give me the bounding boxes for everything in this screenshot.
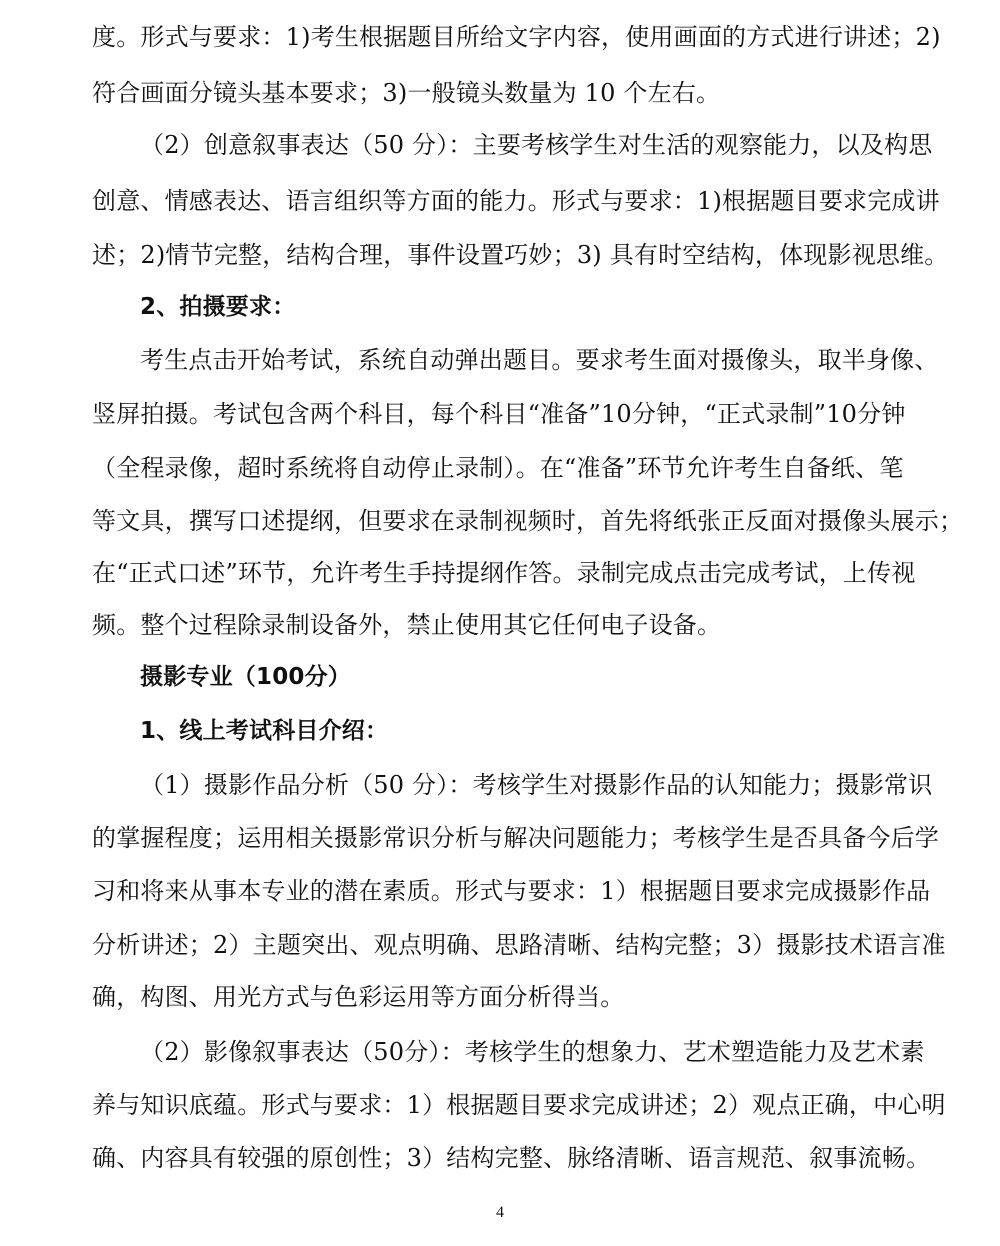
text-line: 等文具，撰写口述提纲，但要求在录制视频时，首先将纸张正反面对摄像头展示； <box>92 507 964 535</box>
section-paragraph-start: （2）影像叙事表达（50分）：考核学生的想象力、艺术塑造能力及艺术素 <box>140 1038 925 1066</box>
text-line: （全程录像，超时系统将自动停止录制）。在“准备”环节允许考生自备纸、笔 <box>92 454 904 482</box>
text-line: 竖屏拍摄。考试包含两个科目，每个科目“准备”10分钟，“正式录制”10分钟 <box>92 400 906 428</box>
page-number: 4 <box>496 1204 504 1221</box>
section-paragraph-start: （1）摄影作品分析（50 分）：考核学生对摄影作品的认知能力；摄影常识 <box>140 771 933 799</box>
section-heading: 摄影专业（100分） <box>140 664 352 690</box>
text-line: 符合画面分镜头基本要求；3)一般镜头数量为 10 个左右。 <box>92 79 721 107</box>
text-line: 分析讲述；2）主题突出、观点明确、思路清晰、结构完整；3）摄影技术语言准 <box>92 931 946 959</box>
text-line: 养与知识底蕴。形式与要求：1）根据题目要求完成讲述；2）观点正确，中心明 <box>92 1091 946 1119</box>
text-line: 度。形式与要求：1)考生根据题目所给文字内容，使用画面的方式进行讲述；2) <box>92 23 941 51</box>
text-line: 频。整个过程除录制设备外，禁止使用其它任何电子设备。 <box>92 611 722 639</box>
section-heading: 2、拍摄要求： <box>140 294 296 320</box>
text-line: 确，构图、用光方式与色彩运用等方面分析得当。 <box>92 983 625 1011</box>
text-line: 在“正式口述”环节，允许考生手持提纲作答。录制完成点击完成考试，上传视 <box>92 559 916 587</box>
section-heading: 1、线上考试科目介绍： <box>140 718 389 744</box>
text-line: 的掌握程度；运用相关摄影常识分析与解决问题能力；考核学生是否具备今后学 <box>92 824 939 852</box>
text-line: 确、内容具有较强的原创性；3）结构完整、脉络清晰、语言规范、叙事流畅。 <box>92 1144 931 1172</box>
section-paragraph-start: 考生点击开始考试，系统自动弹出题目。要求考生面对摄像头，取半身像、 <box>140 346 939 374</box>
section-paragraph-start: （2）创意叙事表达（50 分）：主要考核学生对生活的观察能力，以及构思 <box>140 131 933 159</box>
text-line: 述；2)情节完整，结构合理，事件设置巧妙；3) 具有时空结构，体现影视思维。 <box>92 241 949 269</box>
text-line: 习和将来从事本专业的潜在素质。形式与要求：1）根据题目要求完成摄影作品 <box>92 877 931 905</box>
text-line: 创意、情感表达、语言组织等方面的能力。形式与要求：1)根据题目要求完成讲 <box>92 187 940 215</box>
